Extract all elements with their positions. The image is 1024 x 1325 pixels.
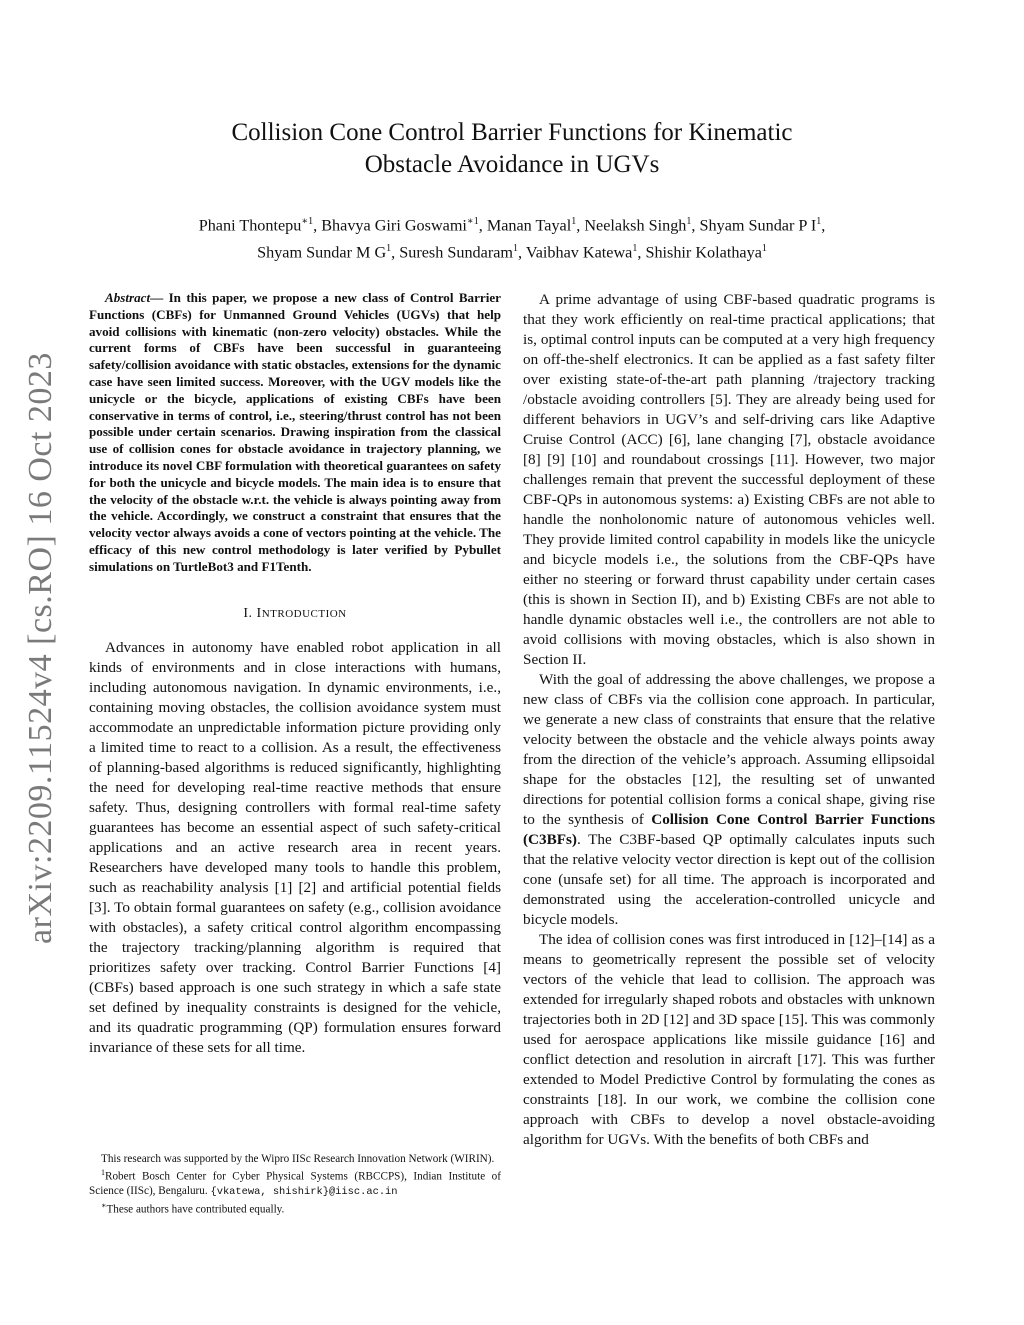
author-name: Phani Thontepu: [198, 216, 302, 235]
paragraph-text: . The C3BF-based QP optimally calculates inputs such that the relative velocity vector direction is kept out of the collision cone (unsafe set) for all time. The approach is incorporated and demonstrated using the acceleration-controlled unicycle and bicycle models.: [523, 831, 935, 928]
c3bf-term: Collision Cone Control Barrier Functions (C3BFs): [523, 811, 935, 848]
section-initial: I: [256, 605, 262, 621]
author-affiliation-mark: ∗1: [301, 216, 314, 227]
paper-title: [150, 117, 874, 181]
author-name: Suresh Sundaram: [399, 243, 513, 262]
equal-contribution-mark: ∗: [101, 1200, 107, 1210]
author-separator: ,: [821, 216, 826, 235]
author-separator: ,: [391, 243, 400, 262]
right-column: [523, 290, 935, 1150]
author-name: Shyam Sundar P I: [699, 216, 817, 235]
arxiv-identifier: arXiv:2209.11524v4 [cs.RO] 16 Oct 2023: [22, 352, 59, 944]
author-affiliation-mark: 1: [761, 243, 767, 255]
author-name: Neelaksh Singh: [584, 216, 687, 235]
affiliation-mark: 1: [101, 1168, 105, 1177]
contact-emails: {vkatewa, shishirk}@iisc.ac.in: [210, 1185, 398, 1198]
arxiv-sidebar: [20, 348, 62, 948]
equal-contribution-footnote: [89, 1199, 501, 1217]
author-name: Shishir Kolathaya: [645, 243, 762, 262]
author-name: Manan Tayal: [486, 216, 572, 235]
section-numeral: I.: [243, 605, 257, 621]
affiliation-footnote: [89, 1166, 501, 1199]
intro-paragraph-1: Advances in autonomy have enabled robot application in all kinds of environments and in close interactions with humans, including autonomous navigation. In dynamic environments, i.e., containing moving obstacles, the collision avoidance system must accommodate an unpredictable information picture providing only a limited time to react to a collision. As a result, the effectiveness of planning-based algorithms is reduced significantly, highlighting the need for developing real-time reactive methods that ensure safety. Thus, designing controllers with formal real-time safety guarantees has become an essential aspect of such safety-critical applications and an active research area in recent years. Researchers have developed many tools to handle this problem, such as reachability analysis [1] [2] and artificial potential fields [3]. To obtain formal guarantees on safety (e.g., collision avoidance with obstacles), a safety critical control algorithm encompassing the trajectory tracking/planning algorithm is required that prioritizes safety over tracking. Control Barrier Functions [4] (CBFs) based approach is one such strategy in which a safe state set defined by inequality constraints is designed for the vehicle, and its quadratic programming (QP) formulation ensures forward invariance of these sets for all time.: [89, 638, 501, 1056]
section-heading-introduction: [89, 604, 501, 624]
affiliation-text: Robert Bosch Center for Cyber Physical Systems (RBCCPS), Indian Institute of Science (IISc), Bengaluru.: [89, 1170, 501, 1197]
author-affiliation-mark: 1: [686, 216, 692, 227]
abstract-text: In this paper, we propose a new class of Control Barrier Functions (CBFs) for Unmanned Ground Vehicles (UGVs) that help avoid collisions with kinematic (non-zero velocity) obstacles. While the current forms of CBFs have been successful in guaranteeing safety/collision avoidance with static obstacles, extensions for the dynamic case have seen limited success. Moreover, with the UGV models like the unicycle or the bicycle, applications of existing CBFs have been conservative in terms of control, i.e., steering/thrust control has not been possible under certain scenarios. Drawing inspiration from the classical use of collision cones for obstacle avoidance in trajectory planning, we introduce its novel CBF formulation with theoretical guarantees on safety for both the unicycle and bicycle models. The main idea is to ensure that the velocity of the obstacle w.r.t. the vehicle is always pointing away from the vehicle. Accordingly, we construct a constraint that ensures that the velocity vector always avoids a cone of vectors pointing at the vehicle. The efficacy of this new control methodology is later verified by Pybullet simulations on TurtleBot3 and F1Tenth.: [89, 290, 501, 574]
author-separator: ,: [518, 243, 526, 262]
title-line-1: Collision Cone Control Barrier Functions for Kinematic: [231, 119, 793, 146]
author-affiliation-mark: ∗1: [466, 216, 479, 227]
author-line-2: [120, 237, 904, 264]
intro-paragraph-3: [523, 670, 935, 930]
left-column: [89, 290, 501, 1058]
author-separator: ,: [637, 243, 646, 262]
equal-contribution-text: These authors have contributed equally.: [106, 1203, 285, 1216]
intro-paragraph-2: A prime advantage of using CBF-based quadratic programs is that they work efficiently on real-time practical applications; that is, optimal control inputs can be computed at a very high frequency on off-the-shelf electronics. It can be applied as a fast safety filter over existing state-of-the-art path planning /trajectory tracking /obstacle avoiding controllers [5]. They are already being used for different behaviors in UGV’s and self-driving cars like Adaptive Cruise Control (ACC) [6], lane changing [7], obstacle avoidance [8] [9] [10] and roundabout crossings [11]. However, two major challenges remain that prevent the successful deployment of these CBF-QPs in autonomous systems: a) Existing CBFs are not able to handle the nonholonomic nature of autonomous vehicles well. They provide limited control capability in models like the unicycle and bicycle models i.e., the solutions from the CBF-QPs have either no steering or forward thrust capability under certain cases (this is shown in Section II), and b) Existing CBFs are not able to handle dynamic obstacles well i.e., the controllers are not able to avoid collisions with moving obstacles, which is also shown in Section II.: [523, 291, 935, 668]
author-separator: ,: [478, 216, 487, 235]
author-name: Bhavya Giri Goswami: [321, 216, 467, 235]
abstract-label: Abstract: [105, 290, 151, 305]
author-affiliation-mark: 1: [513, 243, 518, 255]
author-separator: ,: [313, 216, 322, 235]
author-name: Shyam Sundar M G: [257, 243, 387, 262]
author-affiliation-mark: 1: [632, 243, 638, 255]
title-line-2: Obstacle Avoidance in UGVs: [364, 151, 660, 178]
funding-footnote: This research was supported by the Wipro IISc Research Innovation Network (WIRIN).: [101, 1153, 495, 1165]
abstract-dash: —: [150, 290, 169, 305]
author-affiliation-mark: 1: [816, 216, 822, 227]
footnotes: [89, 1152, 501, 1216]
author-line-1: [120, 210, 904, 237]
paragraph-text: With the goal of addressing the above challenges, we propose a new class of CBFs via the collision cone approach. In particular, we generate a new class of constraints that ensure that the relative velocity between the obstacle and the vehicle always points away from the direction of the vehicle’s approach. Assuming ellipsoidal shape for the obstacles [12], the resulting set of unwanted directions for potential collision forms a conical shape, giving rise to the synthesis of: [523, 671, 935, 828]
author-separator: ,: [691, 216, 700, 235]
author-separator: ,: [576, 216, 585, 235]
author-list: [120, 210, 904, 265]
author-affiliation-mark: 1: [571, 216, 577, 227]
author-name: Vaibhav Katewa: [525, 243, 633, 262]
author-affiliation-mark: 1: [386, 243, 392, 255]
abstract: [89, 290, 501, 576]
section-title-rest: NTRODUCTION: [261, 607, 347, 620]
intro-paragraph-4: The idea of collision cones was first introduced in [12]–[14] as a means to geometrically represent the possible set of velocity vectors of the vehicle that lead to collision. The approach was extended for irregularly shaped robots and obstacles with unknown trajectories both in 2D [12] and 3D space [15]. This was commonly used for aerospace applications like missile guidance [16] and conflict detection and resolution in aircraft [17]. This was further extended to Model Predictive Control by formulating the cones as constraints [18]. In our work, we combine the collision cone approach with CBFs to develop a novel obstacle-avoiding algorithm for UGVs. With the benefits of both CBFs and: [523, 931, 935, 1148]
